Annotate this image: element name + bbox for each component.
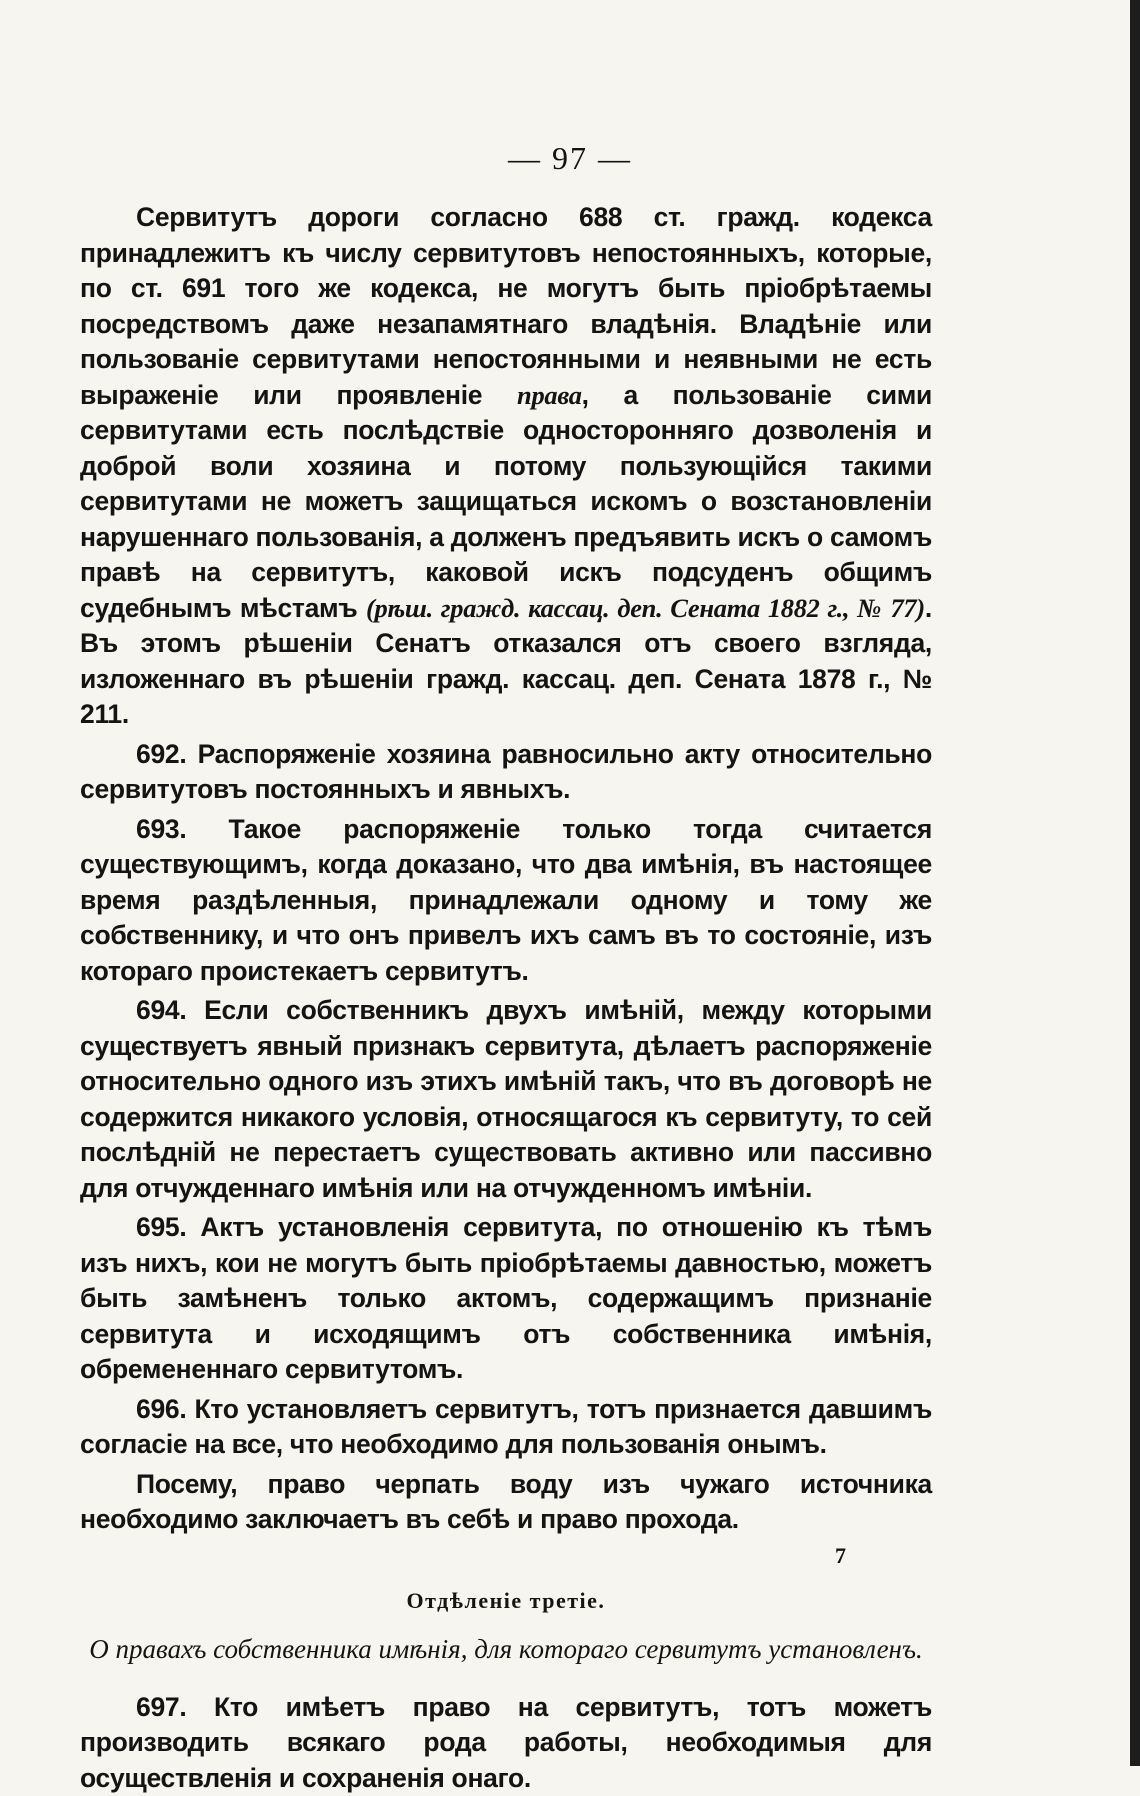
paragraph-text: 697. Кто имѣетъ право на сервитутъ, тотъ можетъ производить всякаго рода работы, необходимыя для осуществленія и сохраненія онаго. bbox=[80, 1692, 932, 1793]
section-heading: Отдѣленіе третіе. bbox=[80, 1588, 932, 1614]
paragraph-text: 696. Кто установляетъ сервитутъ, тотъ признается давшимъ согласіе на все, что необходимо для пользованія онымъ. bbox=[80, 1394, 932, 1460]
section-title: О правахъ собственника имѣнія, для котораго сервитутъ установленъ. bbox=[80, 1630, 932, 1668]
paragraph-text: 695. Актъ установленія сервитута, по отношенію къ тѣмъ изъ нихъ, кои не могутъ быть пріобрѣтаемы давностью, можетъ быть замѣненъ только актомъ, содержащимъ признаніе сервитута и исходящимъ отъ собственника имѣнія, обремененнаго сервитутомъ. bbox=[80, 1212, 932, 1384]
paragraph-text: Сервитутъ дороги согласно 688 ст. гражд. кодекса принадлежитъ къ числу сервитутовъ непостоянныхъ, которые, по ст. 691 того же кодекса, не могутъ быть пріобрѣтаемы посредствомъ даже незапамятнаго владѣнія. Владѣніе или пользованіе сервитутами непостоянными и неявными не есть выраженіе или проявленіе bbox=[80, 202, 932, 410]
sheet-signature: 7 bbox=[835, 1543, 846, 1569]
citation-senate: (рѣш. гражд. кассац. деп. Сената 1882 г., № 77) bbox=[366, 593, 925, 623]
article-695 bbox=[80, 1210, 932, 1388]
paragraph-text: , а пользованіе сими сервитутами есть послѣдствіе односторонняго дозволенія и доброй воли хозяина и потому пользующійся такими сервитутами не можетъ защищаться искомъ о возстановленіи нарушеннаго пользованія, а долженъ предъявить искъ о самомъ правѣ на сервитутъ, каковой искъ подсуденъ общимъ судебнымъ мѣстамъ bbox=[80, 380, 932, 623]
note-water-source bbox=[80, 1467, 932, 1538]
paragraph-text: 692. Распоряженіе хозяина равносильно акту относительно сервитутовъ постоянныхъ и явныхъ. bbox=[80, 739, 932, 805]
paragraph-text: . Въ этомъ рѣшеніи Сенатъ отказался отъ своего взгляда, изложеннаго въ рѣшеніи гражд. кассац. деп. Сената 1878 г., № 211. bbox=[80, 593, 932, 730]
article-693 bbox=[80, 812, 932, 990]
body-text bbox=[80, 200, 932, 1796]
paragraph-text: 694. Если собственникъ двухъ имѣній, между которыми существуетъ явный признакъ сервитута, дѣлаетъ распоряженіе относительно одного изъ этихъ имѣній такъ, что въ договорѣ не содержится никакого условія, относящагося къ сервитуту, то сей послѣдній не перестаетъ существовать активно или пассивно для отчужденнаго имѣнія или на отчужденномъ имѣніи. bbox=[80, 995, 932, 1203]
article-696 bbox=[80, 1392, 932, 1463]
emphasis-prava: права bbox=[517, 380, 582, 410]
paragraph-text: 693. Такое распоряженіе только тогда считается существующимъ, когда доказано, что два имѣнія, въ настоящее время раздѣленныя, принадлежали одному и тому же собственнику, и что онъ привелъ ихъ самъ въ то состояніе, изъ котораго проистекаетъ сервитутъ. bbox=[80, 814, 932, 986]
article-694 bbox=[80, 993, 932, 1206]
article-692 bbox=[80, 737, 932, 808]
article-697 bbox=[80, 1690, 932, 1796]
paragraph-text: Посему, право черпать воду изъ чужаго источника необходимо заключаетъ въ себѣ и право прохода. bbox=[80, 1469, 932, 1535]
page-number: — 97 — bbox=[0, 140, 1140, 177]
scan-edge bbox=[1130, 0, 1140, 1766]
paragraph-servitude-road bbox=[80, 200, 932, 733]
